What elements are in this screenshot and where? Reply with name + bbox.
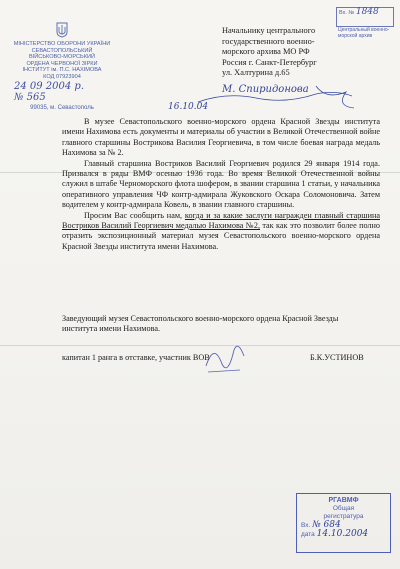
registry-stamp: [296, 493, 391, 553]
registry-stamp-date: [297, 530, 390, 539]
incoming-stamp: [336, 7, 394, 27]
registry-stamp-line: регистратура: [323, 513, 364, 520]
registry-in-number: № 684: [312, 520, 341, 530]
registry-stamp-title: РГАВМФ: [328, 497, 359, 504]
stamp-line: ОРДЕНА ЧЕРВОНОЇ ЗІРКИ: [26, 60, 98, 67]
addressee-block: [222, 26, 332, 79]
registry-stamp-line: Общая: [332, 505, 355, 512]
letter-body: [62, 117, 380, 252]
signatory-name: Б.К.УСТИНОВ: [310, 353, 364, 362]
stamp-date-handwritten: 24 09 2004 р.: [14, 80, 85, 92]
request-paragraph: [62, 211, 380, 253]
addressee-line: морского архива МО РФ: [222, 47, 310, 57]
addressee-line: Россия г. Санкт-Петербург: [222, 57, 317, 67]
museum-head-title: Заведующий музея Севастопольского военно-морского ордена Красной Звезды института имени Нахимова.: [62, 314, 339, 334]
stamp-line: КОД 07923904: [43, 73, 81, 80]
request-text-underlined: когда и за какие заслуги награжден главный старшина Востриков Василий Георгиевич медалью Нахимова №2,: [62, 210, 380, 231]
trident-emblem-icon: [6, 22, 118, 41]
request-text-after: так как это позволит более полно отразить экспозиционный материал музея Севастопольского военно-морского ордена Красной Звезды института имени Нахимова.: [62, 221, 380, 251]
incoming-stamp-subtitle: Центральный военно-морской архив: [338, 27, 390, 39]
registry-in-label: Вх.: [301, 522, 311, 529]
addressee-line: ул. Халтурина д.65: [222, 68, 290, 78]
stamp-city: 99035, м. Севастополь: [30, 104, 94, 111]
signatory-rank: капитан 1 ранга в отставке, участник ВОВ: [62, 353, 210, 362]
institution-stamp: [6, 22, 118, 111]
handwritten-note: М. Спиридонова: [222, 84, 309, 95]
registry-date-label: дата: [301, 531, 315, 538]
stamp-line: ІНСТИТУТ ім. П.С. НАХІМОВА: [22, 67, 102, 74]
body-paragraph: В музее Севастопольского военно-морского ордена Красной Звезды института имени Нахимова есть документы и материалы об участии в Великой Отечественной войне главного старшины Вострикова Василия Георгиевича, в том числе боевая награда медаль Нахимова за № 2.: [62, 117, 380, 158]
addressee-line: государственного военно-: [222, 36, 315, 46]
request-text-before: Просим Вас сообщить нам,: [84, 210, 185, 220]
incoming-stamp-prefix: Вх. №: [339, 10, 355, 16]
stamp-number-handwritten: № 565: [14, 91, 46, 103]
incoming-stamp-number: 1848: [355, 7, 379, 17]
body-paragraph: Главный старшина Востриков Василий Георгиевич родился 29 января 1914 года. Призвался в ряды ВМФ осенью 1936 года. Во время Великой Отечественной войны служил в штабе Черноморского флота шофером, в звании старшина 1 статьи, у начальника оперативного управления ЧФ контр-адмирала Жуковского Оскара Соломоновича. Затем водителем у контр-адмирала Ковель, в звании главного старшины.: [62, 158, 380, 210]
stamp-line: МІНІСТЕРСТВО ОБОРОНИ УКРАЇНИ: [13, 41, 111, 47]
addressee-line: Начальнику центрального: [222, 26, 316, 35]
registry-date-value: 14.10.2004: [316, 529, 369, 539]
handwritten-date: 16.10.04: [168, 102, 209, 112]
stamp-line: ВІЙСЬКОВО-МОРСЬКИЙ: [28, 54, 95, 61]
stamp-line: СЕВАСТОПОЛЬСЬКИЙ: [31, 47, 93, 54]
